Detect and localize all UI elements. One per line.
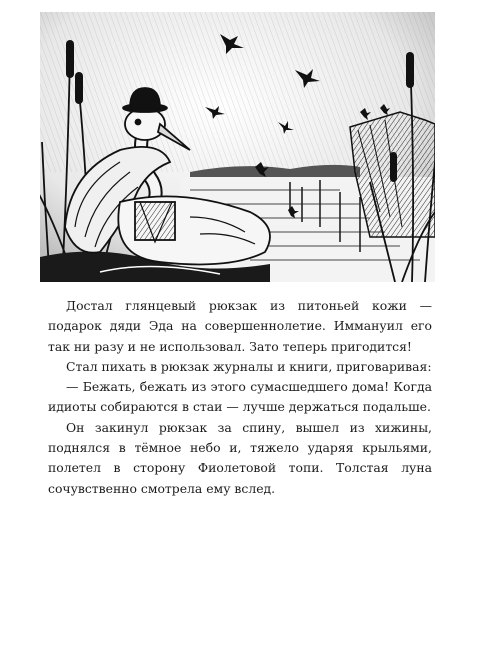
paragraph: — Бежать, бежать из этого сумасшедшего дома! Когда идиоты собираются в стаи — лучше держаться подальше. bbox=[48, 379, 432, 415]
paragraph: Он закинул рюкзак за спину, вышел из хижины, поднялся в тёмное небо и, тяжело ударяя крыльями, полетел в сторону Фиолетовой топи. Толстая луна сочувственно смотрела ему вслед. bbox=[48, 419, 432, 496]
paragraph: Достал глянцевый рюкзак из питоньей кожи — подарок дяди Эда на совершеннолетие. Иммануил его так ни разу и не использовал. Зато теперь пригодится! bbox=[48, 298, 432, 354]
story-text bbox=[48, 296, 432, 499]
paragraph: Стал пихать в рюкзак журналы и книги, приговаривая: bbox=[66, 358, 432, 374]
heron-in-bowler-hat-illustration bbox=[40, 12, 435, 282]
